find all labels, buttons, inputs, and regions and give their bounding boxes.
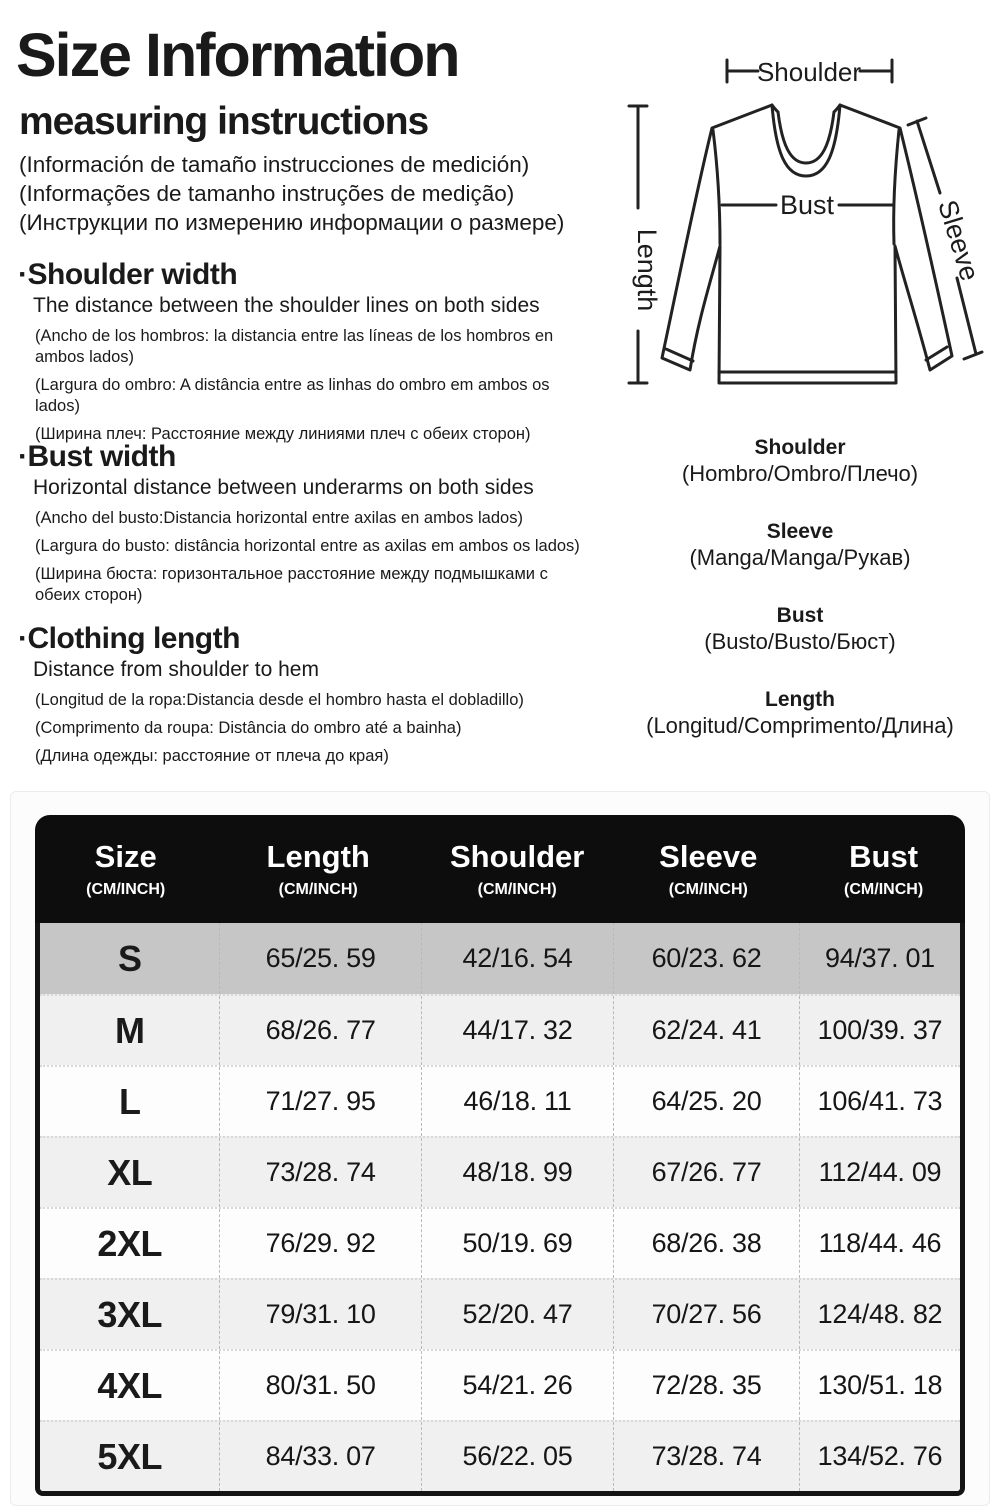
column-unit: (CM/INCH) [86,881,166,898]
section-description: Horizontal distance between underarms on both sides [33,476,534,499]
column-label: Length [266,839,370,874]
column-header-sleeve [614,839,802,899]
sleeve-cell: 64/25. 20 [613,1067,799,1136]
bust-cell: 118/44. 46 [799,1209,960,1278]
section-description: Distance from shoulder to hem [33,658,319,681]
column-unit: (CM/INCH) [477,881,557,898]
bust-cell: 112/44. 09 [799,1138,960,1207]
bust-cell: 130/51. 18 [799,1351,960,1420]
size-cell: S [117,937,142,979]
size-cell: 4XL [97,1364,162,1406]
subtitle-translation-pt: (Informações de tamanho instruções de medição) [19,181,515,206]
length-cell: 73/28. 74 [219,1138,420,1207]
section-translation-es: (Longitud de la ropa:Distancia desde el hombro hasta el dobladillo) [35,691,524,709]
size-table [35,815,965,1496]
legend-item-length [600,688,1000,739]
length-cell: 79/31. 10 [219,1280,420,1349]
shoulder-cell: 56/22. 05 [421,1422,613,1491]
sleeve-cell: 67/26. 77 [613,1138,799,1207]
length-cell: 68/26. 77 [219,996,420,1065]
size-cell: 2XL [97,1222,162,1264]
legend-term: Bust [776,604,824,627]
diagram-shoulder-label: Shoulder [756,57,862,87]
bust-cell: 134/52. 76 [799,1422,960,1491]
length-cell: 80/31. 50 [219,1351,420,1420]
legend-translation: (Busto/Busto/Бюст) [704,629,896,654]
column-label: Shoulder [450,839,585,874]
bust-cell: 106/41. 73 [799,1067,960,1136]
sleeve-cell: 73/28. 74 [613,1422,799,1491]
diagram-bust-label: Bust [779,190,835,220]
legend-translation: (Manga/Manga/Рукав) [689,545,911,570]
section-title: ·Clothing length [18,622,240,655]
sleeve-cell: 72/28. 35 [613,1351,799,1420]
section-translation-ru: (Ширина бюста: горизонтальное расстояние между подмышками с обеих сторон) [35,565,548,604]
section-translation-pt: (Largura do busto: distância horizontal entre as axilas em ambos os lados) [35,537,580,555]
size-table-header [35,815,965,923]
diagram-length-label: Length [632,228,662,312]
sleeve-cell: 62/24. 41 [613,996,799,1065]
section-shoulder-width [18,258,593,452]
legend-item-shoulder [600,436,1000,487]
measure-lines-icon [629,60,982,383]
column-label: Sleeve [659,839,758,874]
bust-cell: 94/37. 01 [799,923,960,994]
size-cell: 3XL [97,1293,162,1335]
bust-cell: 124/48. 82 [799,1280,960,1349]
page-title: Size Information [16,21,459,89]
sleeve-cell: 60/23. 62 [613,923,799,994]
sleeve-cell: 70/27. 56 [613,1280,799,1349]
column-unit: (CM/INCH) [278,881,358,898]
column-header-length [216,839,420,899]
length-cell: 71/27. 95 [219,1067,420,1136]
size-cell: L [118,1080,141,1122]
size-cell: 5XL [97,1435,162,1477]
section-clothing-length [18,622,593,774]
section-translation-es: (Ancho del busto:Distancia horizontal entre axilas en ambos lados) [35,509,523,527]
section-translation-pt: (Largura do ombro: A distância entre as linhas do ombro em ambos os lados) [35,376,550,415]
section-translation-pt: (Comprimento da roupa: Distância do ombro até a bainha) [35,719,462,737]
column-header-bust [802,839,965,899]
subtitle-translation-es: (Información de tamaño instrucciones de medición) [19,152,530,177]
column-header-shoulder [420,839,614,899]
table-row [40,923,960,994]
subtitle-translation-ru: (Инструкции по измерению информации о размере) [19,210,565,235]
column-label: Bust [849,839,919,874]
shirt-measure-diagram [600,28,1000,443]
legend-term: Shoulder [754,436,846,459]
length-cell: 76/29. 92 [219,1209,420,1278]
table-row [40,1420,960,1491]
subtitle-translations [19,150,564,237]
legend-term: Sleeve [766,520,834,543]
column-unit: (CM/INCH) [668,881,748,898]
length-cell: 65/25. 59 [219,923,420,994]
section-title: ·Bust width [18,440,176,473]
section-translation-ru: (Ширина плеч: Расстояние между линиями плеч с обеих сторон) [35,425,531,443]
shoulder-cell: 46/18. 11 [421,1067,613,1136]
column-header-size [35,839,216,899]
diagram-sleeve-label: Sleeve [932,196,986,285]
sleeve-cell: 68/26. 38 [613,1209,799,1278]
shoulder-cell: 52/20. 47 [421,1280,613,1349]
column-label: Size [94,839,157,874]
shirt-outline-icon [662,105,952,383]
table-row [40,1207,960,1278]
size-table-body [35,923,965,1496]
column-unit: (CM/INCH) [844,881,924,898]
section-translation-ru: (Длина одежды: расстояние от плеча до края) [35,747,389,765]
size-cell: M [114,1009,145,1051]
table-row [40,1278,960,1349]
table-row [40,1349,960,1420]
legend-translation: (Hombro/Ombro/Плечо) [681,461,919,486]
legend-translation: (Longitud/Comprimento/Длина) [646,713,954,738]
measure-legend [600,436,1000,772]
section-description: The distance between the shoulder lines on both sides [33,294,540,317]
legend-term: Length [765,688,835,711]
shoulder-cell: 50/19. 69 [421,1209,613,1278]
shoulder-cell: 44/17. 32 [421,996,613,1065]
section-title: ·Shoulder width [18,258,238,291]
length-cell: 84/33. 07 [219,1422,420,1491]
shoulder-cell: 42/16. 54 [421,923,613,994]
legend-item-bust [600,604,1000,655]
table-row [40,1136,960,1207]
size-cell: XL [107,1151,153,1193]
shoulder-cell: 54/21. 26 [421,1351,613,1420]
section-bust-width [18,440,593,613]
bust-cell: 100/39. 37 [799,996,960,1065]
page-subtitle: measuring instructions [19,100,429,143]
table-row [40,1065,960,1136]
table-row [40,994,960,1065]
section-translation-es: (Ancho de los hombros: la distancia entre las líneas de los hombros en ambos lados) [35,327,554,366]
shoulder-cell: 48/18. 99 [421,1138,613,1207]
legend-item-sleeve [600,520,1000,571]
